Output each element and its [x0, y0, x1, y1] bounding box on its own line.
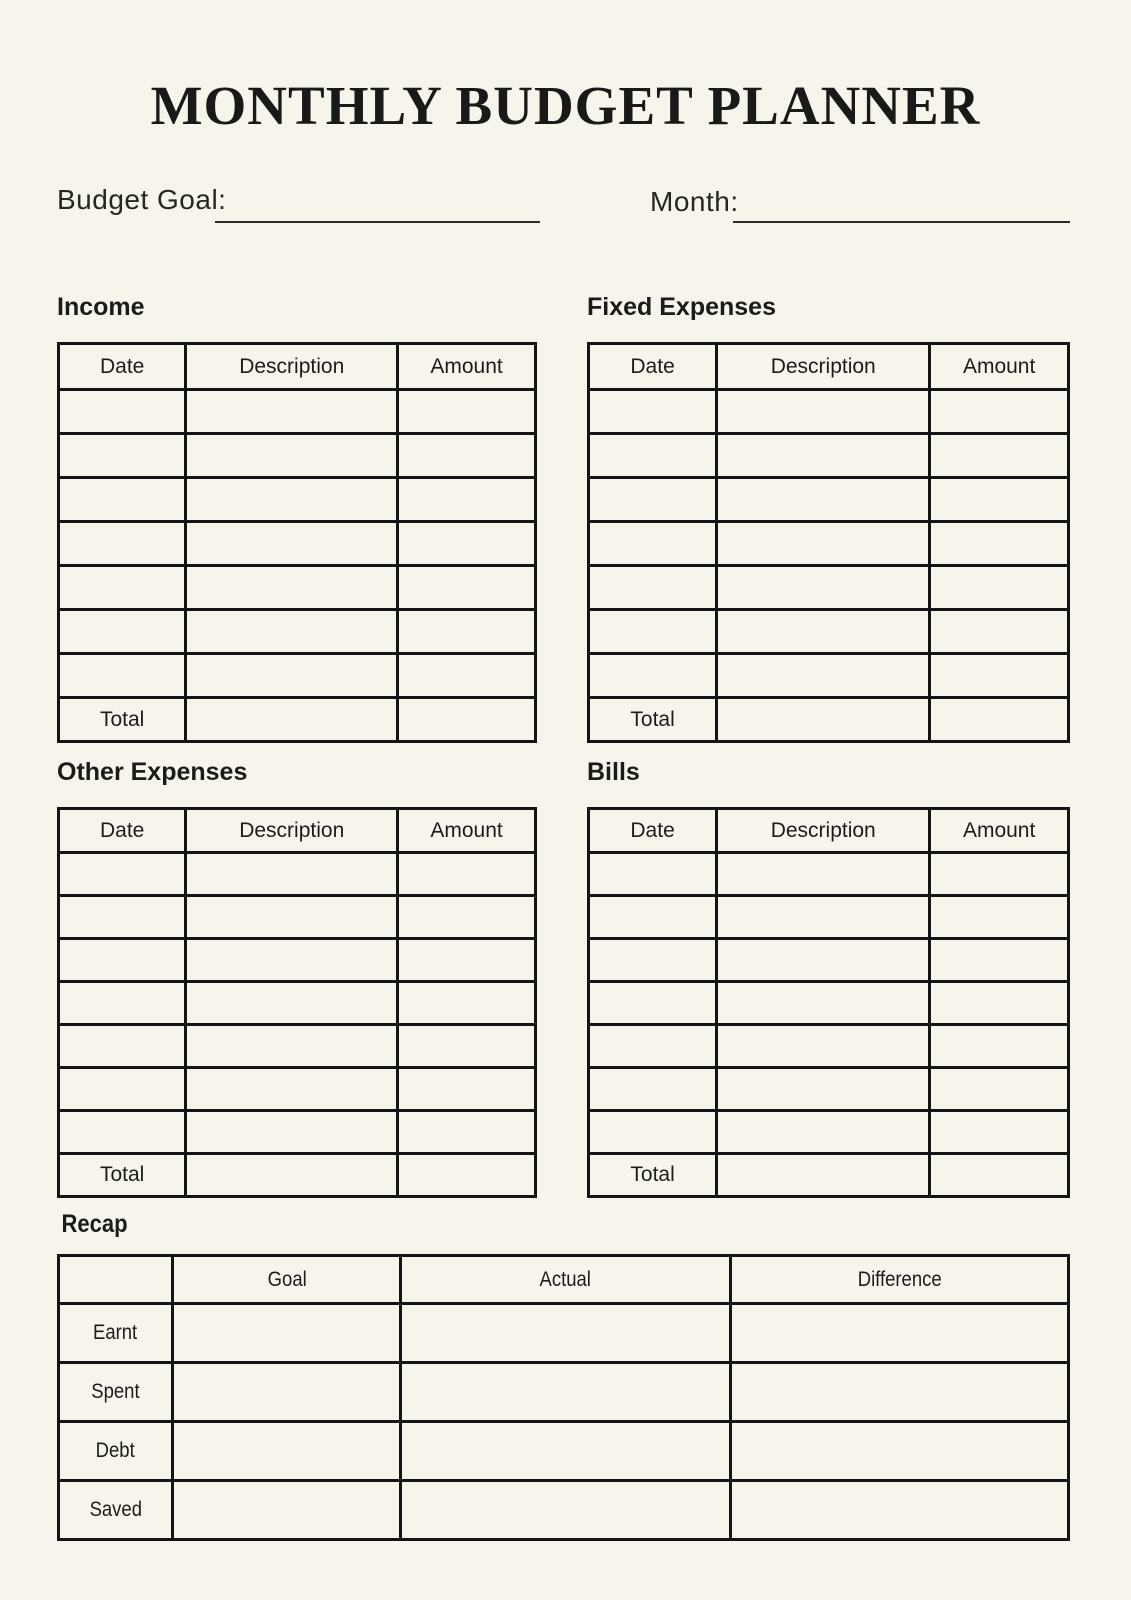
empty-cell [930, 610, 1069, 654]
table-row [589, 982, 1069, 1025]
table-row [59, 434, 536, 478]
table-row [589, 390, 1069, 434]
empty-cell [173, 1481, 401, 1540]
empty-cell [401, 1481, 730, 1540]
empty-cell [398, 1025, 536, 1068]
month-label: Month: [650, 186, 739, 217]
empty-cell [717, 1068, 930, 1111]
recap-row-label-text: Debt [96, 1439, 136, 1462]
empty-cell [930, 1111, 1069, 1154]
empty-cell [59, 853, 186, 896]
empty-cell [186, 654, 398, 698]
empty-cell [398, 654, 536, 698]
empty-cell [186, 478, 398, 522]
empty-cell [730, 1363, 1068, 1422]
empty-cell [401, 1363, 730, 1422]
empty-cell [730, 1481, 1068, 1540]
recap-heading: Recap [61, 1210, 128, 1238]
fixed-expenses-table [587, 342, 1070, 743]
empty-cell [717, 1154, 930, 1197]
other-expenses-section [57, 758, 537, 1198]
empty-cell [398, 1111, 536, 1154]
empty-cell [930, 698, 1069, 742]
recap-table [57, 1254, 1070, 1541]
empty-cell [717, 390, 930, 434]
empty-cell [59, 566, 186, 610]
table-row [589, 610, 1069, 654]
empty-cell [930, 654, 1069, 698]
table-row [59, 522, 536, 566]
empty-cell [930, 853, 1069, 896]
budget-goal-label: Budget Goal: [57, 184, 227, 215]
fixed-expenses-heading: Fixed Expenses [587, 293, 776, 321]
empty-cell [717, 566, 930, 610]
recap-corner-cell [59, 1256, 173, 1304]
recap-column-header-text: Goal [267, 1267, 307, 1291]
table-row [59, 610, 536, 654]
empty-cell [589, 896, 717, 939]
empty-cell [401, 1422, 730, 1481]
column-header-amount: Amount [930, 809, 1069, 853]
column-header-description: Description [186, 344, 398, 390]
empty-cell [186, 896, 398, 939]
empty-cell [930, 982, 1069, 1025]
income-table [57, 342, 537, 743]
table-row [589, 478, 1069, 522]
empty-cell [589, 939, 717, 982]
column-header-amount: Amount [398, 344, 536, 390]
empty-cell [186, 566, 398, 610]
empty-cell [186, 522, 398, 566]
empty-cell [930, 896, 1069, 939]
table-row [59, 478, 536, 522]
empty-cell [717, 939, 930, 982]
empty-cell [59, 522, 186, 566]
total-row [59, 1154, 536, 1197]
empty-cell [717, 478, 930, 522]
total-row [589, 1154, 1069, 1197]
empty-cell [717, 522, 930, 566]
empty-cell [717, 896, 930, 939]
column-header-description: Description [717, 344, 930, 390]
table-row [589, 1111, 1069, 1154]
empty-cell [930, 434, 1069, 478]
other-expenses-table [57, 807, 537, 1198]
recap-row-label [59, 1304, 173, 1363]
column-header-amount: Amount [398, 809, 536, 853]
table-row [59, 1025, 536, 1068]
empty-cell [186, 1068, 398, 1111]
empty-cell [186, 982, 398, 1025]
table-row [59, 853, 536, 896]
fixed-expenses-section [587, 293, 1070, 743]
income-section [57, 293, 537, 743]
empty-cell [730, 1422, 1068, 1481]
empty-cell [59, 654, 186, 698]
empty-cell [730, 1304, 1068, 1363]
total-row [589, 698, 1069, 742]
empty-cell [930, 566, 1069, 610]
empty-cell [717, 654, 930, 698]
empty-cell [589, 853, 717, 896]
empty-cell [186, 1111, 398, 1154]
table-row [59, 1111, 536, 1154]
empty-cell [186, 698, 398, 742]
empty-cell [59, 478, 186, 522]
column-header-date: Date [589, 344, 717, 390]
empty-cell [589, 390, 717, 434]
empty-cell [186, 390, 398, 434]
table-row [589, 896, 1069, 939]
bills-section [587, 758, 1070, 1198]
empty-cell [59, 896, 186, 939]
table-row [59, 566, 536, 610]
total-label: Total [59, 698, 186, 742]
empty-cell [59, 390, 186, 434]
empty-cell [401, 1304, 730, 1363]
empty-cell [717, 698, 930, 742]
empty-cell [398, 982, 536, 1025]
empty-cell [589, 1025, 717, 1068]
table-row [59, 1068, 536, 1111]
budget-goal-blank-line [215, 221, 540, 223]
empty-cell [930, 478, 1069, 522]
empty-cell [589, 434, 717, 478]
empty-cell [398, 478, 536, 522]
empty-cell [930, 939, 1069, 982]
bills-heading: Bills [587, 758, 640, 786]
empty-cell [717, 982, 930, 1025]
bills-table [587, 807, 1070, 1198]
column-header-amount: Amount [930, 344, 1069, 390]
table-row [589, 939, 1069, 982]
empty-cell [589, 982, 717, 1025]
empty-cell [398, 1154, 536, 1197]
column-header-date: Date [59, 809, 186, 853]
empty-cell [59, 982, 186, 1025]
recap-row-label-text: Saved [89, 1498, 142, 1521]
empty-cell [589, 1111, 717, 1154]
empty-cell [398, 698, 536, 742]
empty-cell [398, 522, 536, 566]
table-row [589, 1025, 1069, 1068]
recap-column-header-text: Actual [539, 1267, 592, 1291]
table-row [589, 566, 1069, 610]
other-expenses-heading: Other Expenses [57, 758, 248, 786]
recap-column-header-text: Difference [857, 1267, 942, 1291]
empty-cell [186, 434, 398, 478]
column-header-description: Description [186, 809, 398, 853]
empty-cell [186, 610, 398, 654]
empty-cell [398, 434, 536, 478]
table-row [59, 390, 536, 434]
table-row [59, 654, 536, 698]
empty-cell [398, 566, 536, 610]
empty-cell [173, 1422, 401, 1481]
empty-cell [717, 853, 930, 896]
empty-cell [589, 1068, 717, 1111]
table-row [589, 853, 1069, 896]
empty-cell [398, 610, 536, 654]
recap-row-label [59, 1422, 173, 1481]
recap-row-label [59, 1481, 173, 1540]
page-title: MONTHLY BUDGET PLANNER [150, 75, 981, 136]
empty-cell [589, 478, 717, 522]
empty-cell [186, 939, 398, 982]
empty-cell [59, 434, 186, 478]
empty-cell [186, 853, 398, 896]
empty-cell [930, 522, 1069, 566]
recap-section [57, 1210, 1070, 1541]
table-row [59, 982, 536, 1025]
table-row [59, 939, 536, 982]
table-row [589, 654, 1069, 698]
recap-row-label-text: Spent [91, 1380, 140, 1403]
month-blank-line [733, 221, 1070, 223]
recap-row-spent [59, 1363, 1069, 1422]
recap-row-label-text: Earnt [93, 1321, 138, 1344]
table-row [589, 522, 1069, 566]
empty-cell [398, 1068, 536, 1111]
empty-cell [589, 566, 717, 610]
table-row [589, 1068, 1069, 1111]
recap-column-header-actual [401, 1256, 730, 1304]
recap-row-debt [59, 1422, 1069, 1481]
recap-row-saved [59, 1481, 1069, 1540]
total-label: Total [589, 1154, 717, 1197]
empty-cell [930, 1068, 1069, 1111]
empty-cell [717, 1025, 930, 1068]
empty-cell [398, 896, 536, 939]
column-header-description: Description [717, 809, 930, 853]
empty-cell [173, 1363, 401, 1422]
empty-cell [59, 610, 186, 654]
empty-cell [398, 853, 536, 896]
empty-cell [930, 1025, 1069, 1068]
empty-cell [186, 1154, 398, 1197]
total-label: Total [589, 698, 717, 742]
empty-cell [173, 1304, 401, 1363]
empty-cell [930, 390, 1069, 434]
empty-cell [398, 939, 536, 982]
empty-cell [717, 1111, 930, 1154]
empty-cell [589, 654, 717, 698]
empty-cell [398, 390, 536, 434]
recap-column-header-goal [173, 1256, 401, 1304]
empty-cell [930, 1154, 1069, 1197]
income-heading: Income [57, 293, 145, 321]
table-row [589, 434, 1069, 478]
recap-row-earnt [59, 1304, 1069, 1363]
table-row [59, 896, 536, 939]
empty-cell [717, 610, 930, 654]
empty-cell [589, 522, 717, 566]
total-row [59, 698, 536, 742]
recap-row-label [59, 1363, 173, 1422]
recap-column-header-difference [730, 1256, 1068, 1304]
empty-cell [589, 610, 717, 654]
column-header-date: Date [59, 344, 186, 390]
empty-cell [59, 1025, 186, 1068]
empty-cell [59, 1111, 186, 1154]
empty-cell [717, 434, 930, 478]
empty-cell [59, 939, 186, 982]
total-label: Total [59, 1154, 186, 1197]
empty-cell [186, 1025, 398, 1068]
column-header-date: Date [589, 809, 717, 853]
empty-cell [59, 1068, 186, 1111]
